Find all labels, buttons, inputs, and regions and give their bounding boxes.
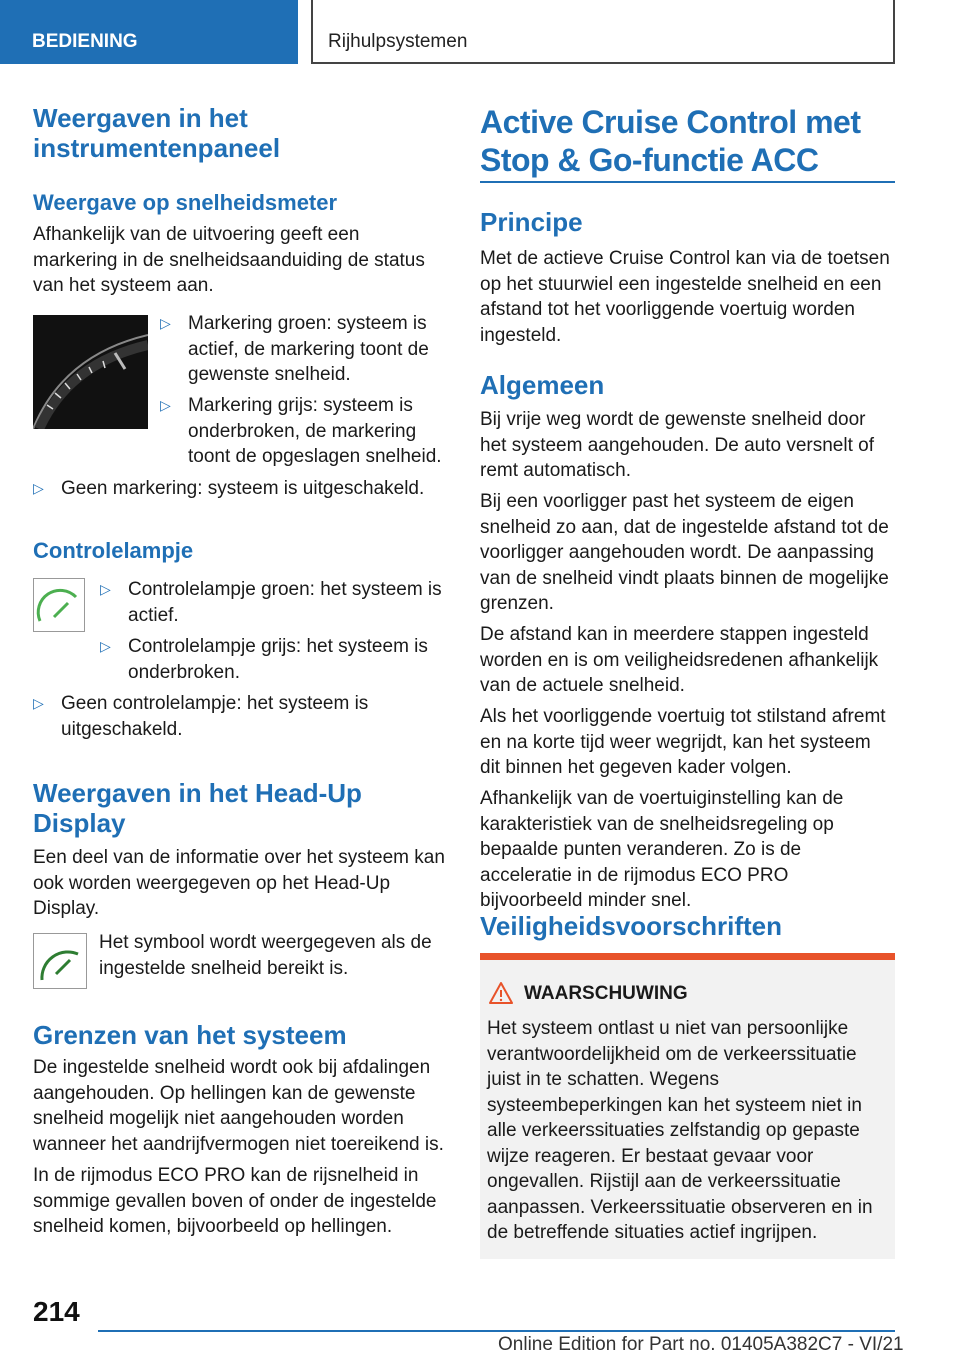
bullet-triangle-icon: ▷ (100, 638, 111, 654)
paragraph-grenzen-2: In de rijmodus ECO PRO kan de rijsnelheid in sommige gevallen boven of onder de ingestelde snelheid komen, bijvoorbeeld op hellingen. (33, 1165, 437, 1237)
paragraph-algemeen-2: Bij een voorligger past het systeem de eigen snelheid zo aan, dat de ingestelde afstand tot de voorligger aangehouden wordt. De aanpassing van de snelheid vindt plaats binnen de mogelijke grenzen. (480, 491, 889, 614)
warning-text: Het systeem ontlast u niet van persoonlijke verantwoordelijkheid om de verkeerssituatie juist in te schatten. Wegens systeembeperkingen kan het systeem niet in alle verkeerssituaties zelfstandig op gepaste wijze reageren. Er bestaat gevaar voor ongevallen. Rijstijl aan de verkeerssituatie aanpassen. Verkeerssituatie observeren en in de betreffende situaties actief ingrijpen. (487, 1018, 873, 1243)
paragraph-principe: Met de actieve Cruise Control kan via de toetsen op het stuurwiel een ingestelde snelheid en een afstand tot het voorliggende voertuig worden ingesteld. (480, 248, 890, 346)
warning-bar (480, 953, 895, 960)
heading-algemeen: Algemeen (480, 370, 605, 400)
paragraph-hud-symbol: Het symbool wordt weergegeven als de ingestelde snelheid bereikt is. (99, 932, 432, 979)
bullet-triangle-icon: ▷ (33, 695, 44, 711)
heading-principe: Principe (480, 207, 583, 237)
topic-tab: Rijhulpsystemen (311, 0, 895, 64)
heading-weergaven-instrumentenpaneel: Weergaven in het instrumentenpaneel (33, 103, 281, 163)
bullet-triangle-icon: ▷ (160, 397, 171, 413)
warning-box (480, 953, 895, 1259)
heading-active-cruise-control: Active Cruise Control met Stop & Go-functie ACC (480, 104, 861, 178)
paragraph-algemeen-5: Afhankelijk van de voertuiginstelling kan de karakteristiek van de snelheidsregeling op bepaalde punten veranderen. Zo is de acceleratie in de rijmodus ECO PRO bijvoorbeeld minder snel. (480, 788, 844, 911)
paragraph-algemeen-3: De afstand kan in meerdere stappen ingesteld worden en is om veiligheidsredenen afhankelijk van de actuele snelheid. (480, 624, 879, 696)
hud-symbol-icon (33, 933, 87, 989)
footer-rule (98, 1330, 895, 1332)
list-item: ▷ Controlelampje groen: het systeem is actief. (100, 579, 442, 626)
list-item: ▷ Markering grijs: systeem is onderbroken, de markering toont de opgeslagen snelheid. (160, 395, 442, 467)
warning-title: WAARSCHUWING (524, 983, 688, 1004)
lamp-green-icon (33, 578, 85, 632)
heading-controlelampje: Controlelampje (33, 538, 194, 563)
list-item: ▷ Markering groen: systeem is actief, de markering toont de gewenste snelheid. (160, 313, 429, 385)
list-item: ▷ Geen markering: systeem is uitgeschakeld. (33, 476, 446, 502)
bullet-triangle-icon: ▷ (33, 480, 44, 496)
section-tab: BEDIENING (0, 0, 298, 64)
bullet-triangle-icon: ▷ (160, 315, 171, 331)
paragraph-snelheidsmeter: Afhankelijk van de uitvoering geeft een markering in de snelheidsaanduiding de status van het systeem aan. (33, 224, 425, 296)
speedometer-image (33, 315, 148, 429)
footer-edition: Online Edition for Part no. 01405A382C7 - VI/21 (498, 1334, 904, 1355)
warning-triangle-icon (488, 981, 514, 1005)
bullet-triangle-icon: ▷ (100, 581, 111, 597)
heading-head-up-display: Weergaven in het Head-Up Display (33, 778, 362, 838)
page-number: 214 (33, 1296, 80, 1327)
list-item: ▷ Controlelampje grijs: het systeem is onderbroken. (100, 636, 428, 683)
paragraph-hud: Een deel van de informatie over het systeem kan ook worden weergegeven op het Head-Up Display. (33, 847, 445, 919)
paragraph-grenzen-1: De ingestelde snelheid wordt ook bij afdalingen aangehouden. Op hellingen kan de gewenste snelheid mogelijk niet aangehouden worden wanneer het aandrijfvermogen niet toereikend is. (33, 1057, 444, 1155)
paragraph-algemeen-4: Als het voorliggende voertuig tot stilstand afremt en na korte tijd weer wegrijdt, kan het systeem dit binnen het gegeven kader volgen. (480, 706, 886, 778)
list-item: ▷ Geen controlelampje: het systeem is uitgeschakeld. (33, 693, 369, 740)
heading-veiligheidsvoorschriften: Veiligheidsvoorschriften (480, 911, 782, 941)
heading-grenzen: Grenzen van het systeem (33, 1020, 347, 1050)
heading-snelheidsmeter: Weergave op snelheidsmeter (33, 190, 338, 215)
paragraph-algemeen-1: Bij vrije weg wordt de gewenste snelheid door het systeem aangehouden. De auto versnelt of remt automatisch. (480, 409, 874, 481)
heading-rule (480, 181, 895, 183)
